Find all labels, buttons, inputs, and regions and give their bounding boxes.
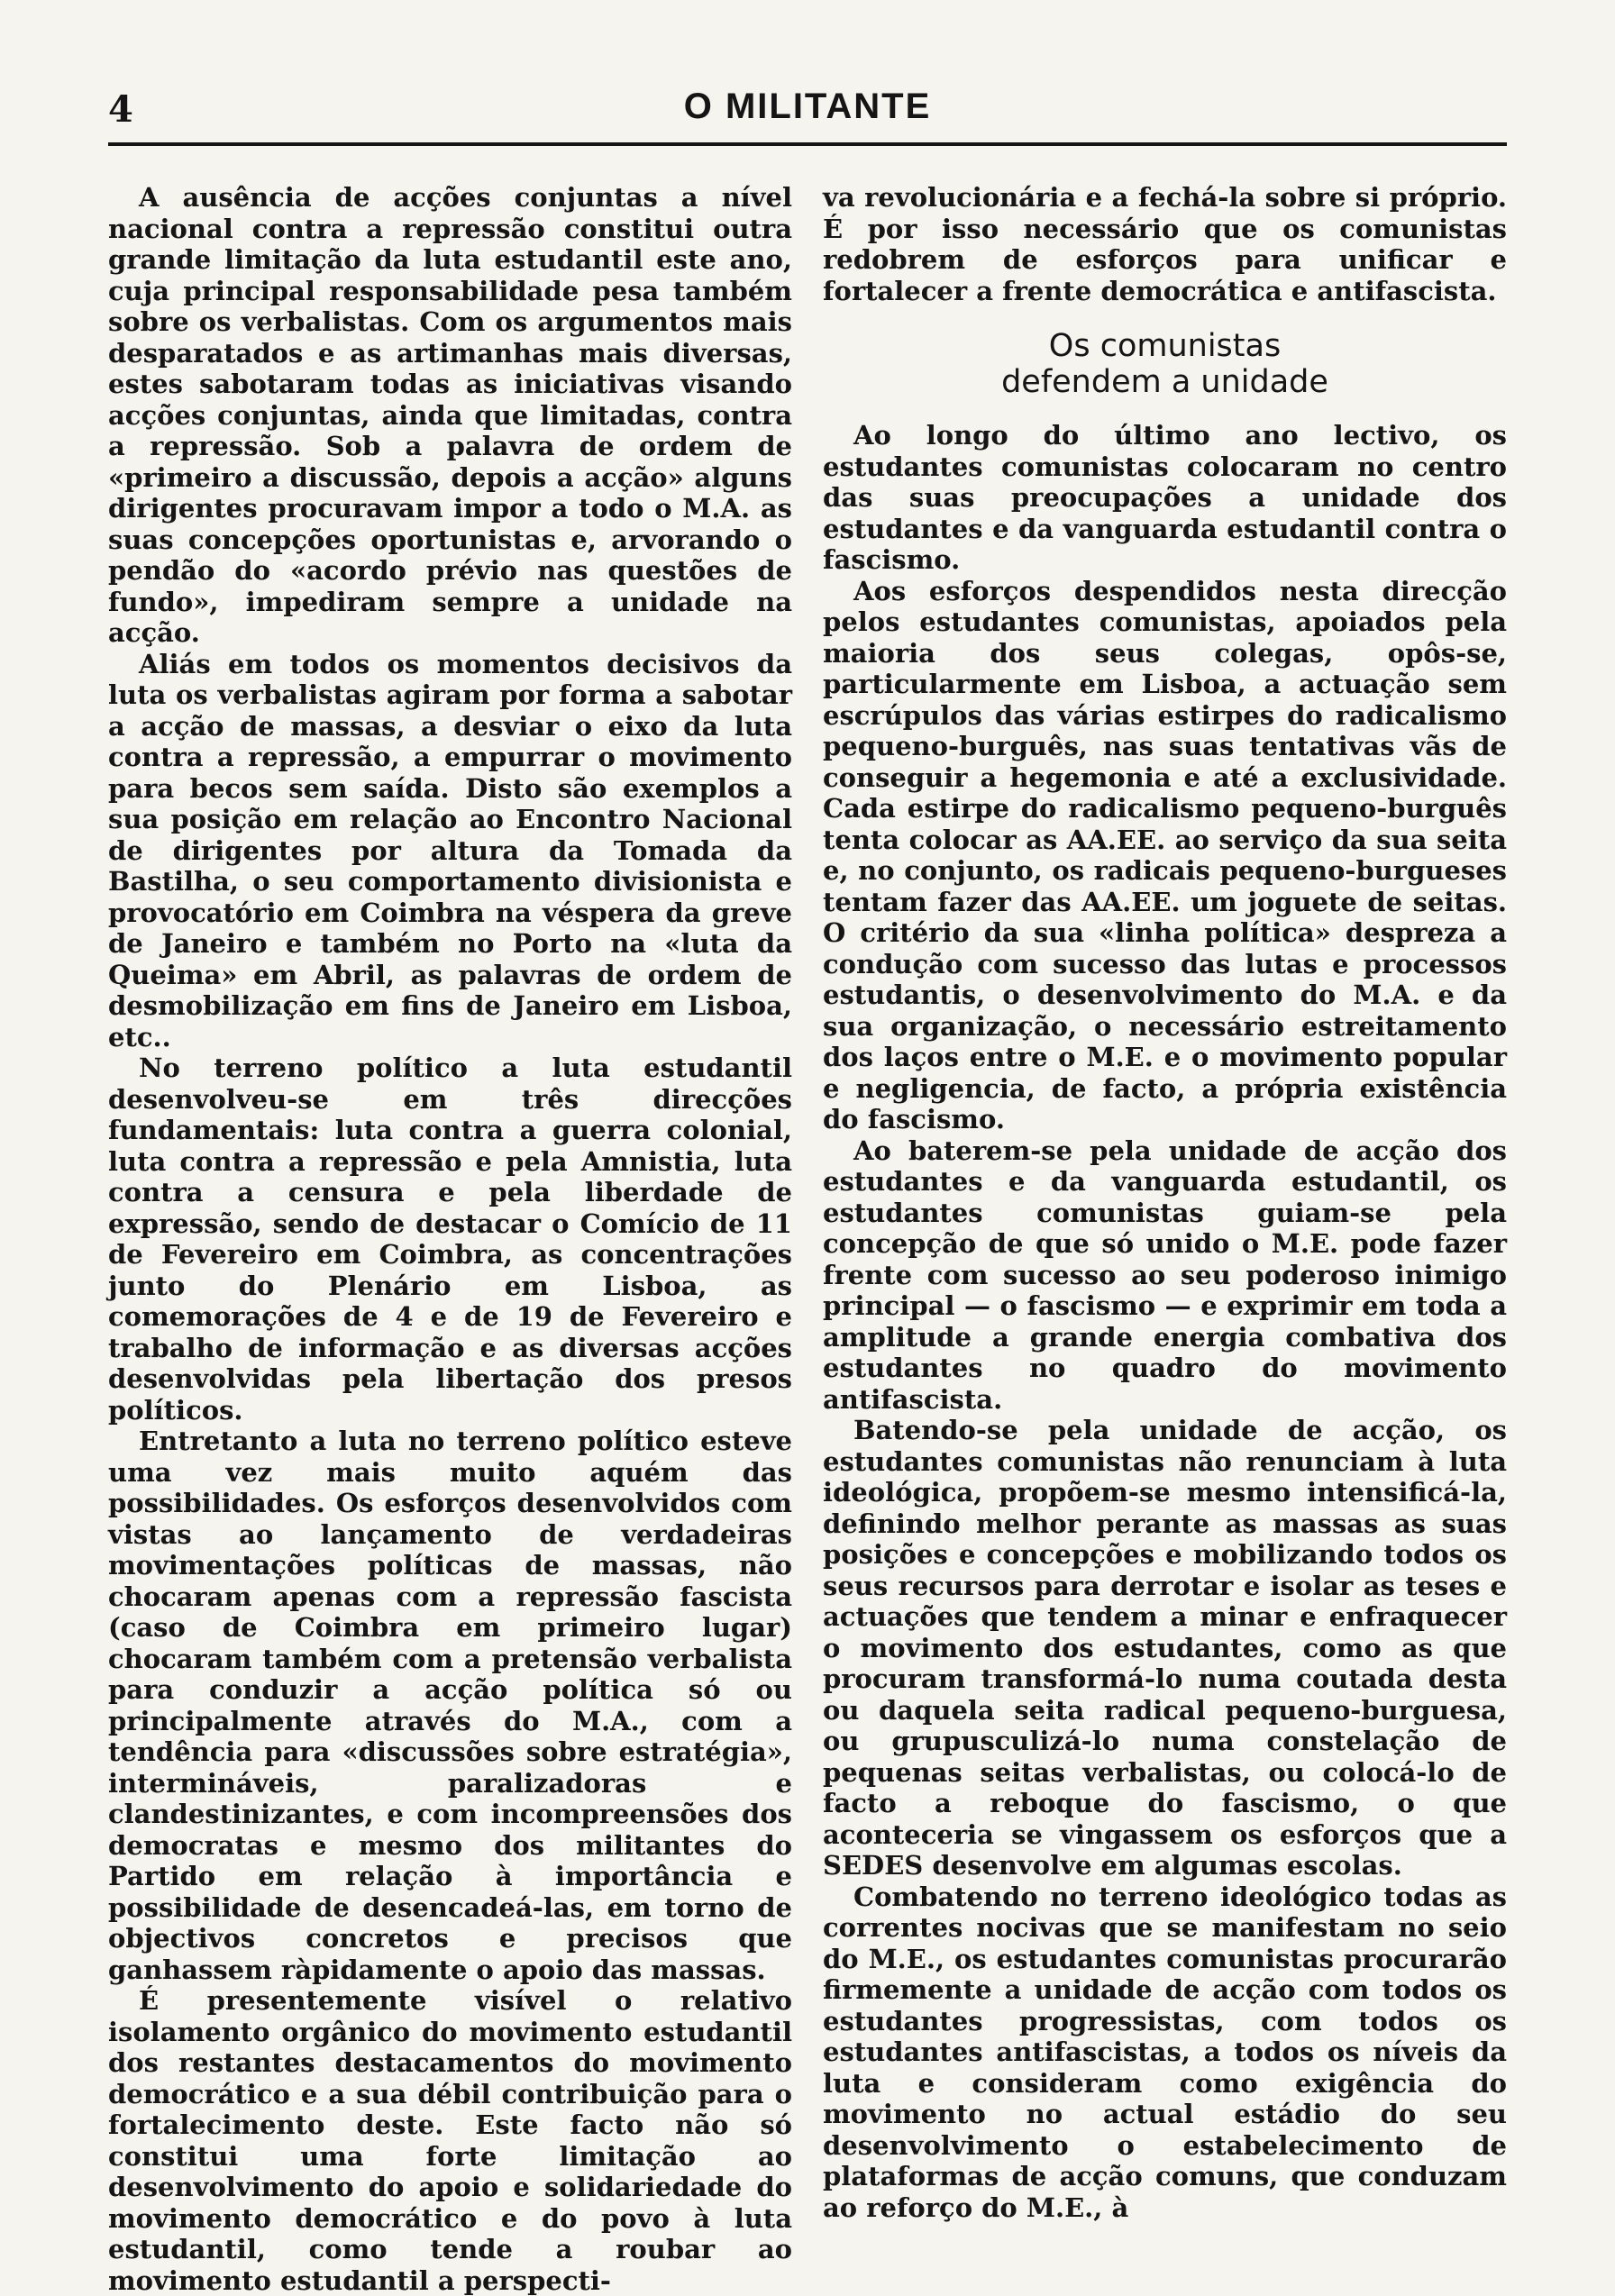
section-subheading — [823, 328, 1507, 400]
subheading-line: defendem a unidade — [1001, 364, 1328, 400]
page-header — [108, 87, 1507, 141]
paragraph-continuation: va revolucionária e a fechá-la sobre si próprio. É por isso necessário que os comunistas redobrem de esforços para unificar e fortalecer a frente democrática e antifascista. — [823, 182, 1507, 306]
header-rule — [108, 142, 1507, 146]
paragraph: Aos esforços despendidos nesta direcção pelos estudantes comunistas, apoiados pela maioria dos seus colegas, opôs-se, particularmente em Lisboa, a actuação sem escrúpulos das várias estirpes do radicalismo pequeno-burguês, nas suas tentativas vãs de conseguir a hegemonia e até a exclusividade. Cada estirpe do radicalismo pequeno-burguês tenta colocar as AA.EE. ao serviço da sua seita e, no conjunto, os radicais pequeno-burgueses tentam fazer das AA.EE. um joguete de seitas. O critério da sua «linha política» despreza a condução com sucesso das lutas e processos estudantis, o desenvolvimento do M.A. e da sua organização, o necessário estreitamento dos laços entre o M.E. e o movimento popular e negligencia, de facto, a própria existência do fascismo. — [823, 575, 1507, 1134]
paragraph: Ao baterem-se pela unidade de acção dos estudantes e da vanguarda estudantil, os estudantes comunistas guiam-se pela concepção de que só unido o M.E. pode fazer frente com sucesso ao seu poderoso inimigo principal — o fascismo — e exprimir em toda a amplitude a grande energia combativa dos estudantes no quadro do movimento antifascista. — [823, 1134, 1507, 1415]
paragraph: Entretanto a luta no terreno político esteve uma vez mais muito aquém das possibilidades. Os esforços desenvolvidos com vistas ao lançamento de verdadeiras movimentações políticas de massas, não chocaram apenas com a repressão fascista (caso de Coimbra em primeiro lugar) chocaram também com a pretensão verbalista para conduzir a acção política só ou principalmente através do M.A., com a tendência para «discussões sobre estratégia», intermináveis, paralizadoras e clandestinizantes, e com incompreensões dos democratas e mesmo dos militantes do Partido em relação à importância e possibilidade de desencadeá-las, em torno de objectivos concretos e precisos que ganhassem ràpidamente o apoio das massas. — [108, 1426, 792, 1985]
subheading-line: Os comunistas — [1048, 328, 1282, 364]
paragraph: Aliás em todos os momentos decisivos da luta os verbalistas agiram por forma a sabotar a acção de massas, a desviar o eixo da luta contra a repressão, a empurrar o movimento para becos sem saída. Disto são exemplos a sua posição em relação ao Encontro Nacional de dirigentes por altura da Tomada da Bastilha, o seu comportamento divisionista e provocatório em Coimbra na véspera da greve de Janeiro e também no Porto na «luta da Queima» em Abril, as palavras de ordem de desmobilização em fins de Janeiro em Lisboa, etc.. — [108, 648, 792, 1052]
right-column — [823, 182, 1507, 2296]
paragraph: A ausência de acções conjuntas a nível nacional contra a repressão constitui outra grande limitação da luta estudantil este ano, cuja principal responsabilidade pesa também sobre os verbalistas. Com os argumentos mais desparatados e as artimanhas mais diversas, estes sabotaram todas as iniciativas visando acções conjuntas, ainda que limitadas, contra a repressão. Sob a palavra de ordem de «primeiro a discussão, depois a acção» alguns dirigentes procuravam impor a todo o M.A. as suas concepções oportunistas e, arvorando o pendão do «acordo prévio nas questões de fundo», impediram sempre a unidade na acção. — [108, 182, 792, 648]
left-column — [108, 182, 792, 2296]
paragraph: No terreno político a luta estudantil desenvolveu-se em três direcções fundamentais: luta contra a guerra colonial, luta contra a repressão e pela Amnistia, luta contra a censura e pela liberdade de expressão, sendo de destacar o Comício de 11 de Fevereiro em Coimbra, as concentrações junto do Plenário em Lisboa, as comemorações de 4 e de 19 de Fevereiro e trabalho de informação e as diversas acções desenvolvidas pela libertação dos presos políticos. — [108, 1052, 792, 1426]
paragraph: Ao longo do último ano lectivo, os estudantes comunistas colocaram no centro das suas preocupações a unidade dos estudantes e da vanguarda estudantil contra o fascismo. — [823, 420, 1507, 575]
page-number: 4 — [108, 88, 133, 131]
paragraph: É presentemente visível o relativo isolamento orgânico do movimento estudantil dos restantes destacamentos do movimento democrático e a sua débil contribuição para o fortalecimento deste. Este facto não só constitui uma forte limitação ao desenvolvimento do apoio e solidariedade do movimento democrático e do povo à luta estudantil, como tende a roubar ao movimento estudantil a perspecti- — [108, 1985, 792, 2296]
paragraph: Batendo-se pela unidade de acção, os estudantes comunistas não renunciam à luta ideológica, propõem-se mesmo intensificá-la, definindo melhor perante as massas as suas posições e concepções e mobilizando todos os seus recursos para derrotar e isolar as teses e actuações que tendem a minar e enfraquecer o movimento dos estudantes, como as que procuram transformá-lo numa coutada desta ou daquela seita radical pequeno-burguesa, ou grupusculizá-lo numa constelação de pequenas seitas verbalistas, ou colocá-lo de facto a reboque do fascismo, o que aconteceria se vingassem os esforços que a SEDES desenvolve em algumas escolas. — [823, 1415, 1507, 1881]
article-body — [108, 182, 1507, 2296]
paragraph: Combatendo no terreno ideológico todas as correntes nocivas que se manifestam no seio do M.E., os estudantes comunistas procurarão firmemente a unidade de acção com todos os estudantes progressistas, com todos os estudantes antifascistas, a todos os níveis da luta e consideram como exigência do movimento no actual estádio do seu desenvolvimento o estabelecimento de plataformas de acção comuns, que conduzam ao reforço do M.E., à — [823, 1881, 1507, 2223]
publication-title: O MILITANTE — [683, 87, 932, 126]
